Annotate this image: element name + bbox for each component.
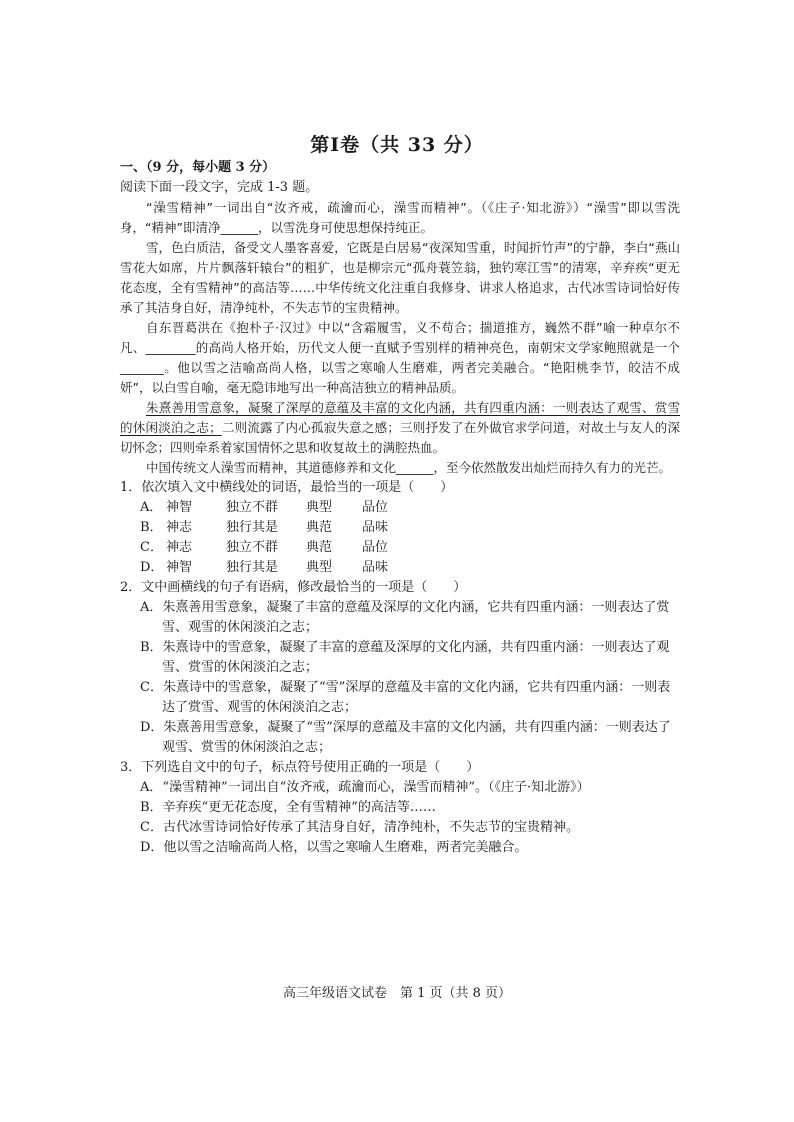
question-1-option-b: B． 神志 独行其是 典范 品味 xyxy=(140,520,389,535)
section-instruction: 阅读下面一段文字，完成 1-3 题。 xyxy=(120,180,319,195)
question-2-option-b: B．朱熹诗中的雪意象，凝聚了丰富的意蕴及深厚的文化内涵，共有四重内涵：一则表达了观雪、赏雪的休闲淡泊之志； xyxy=(140,640,670,675)
section-heading: 一、（9 分，每小题 3 分） xyxy=(120,160,276,175)
passage-paragraph-4-rest: 二则流露了内心孤寂失意之感；三则抒发了在外做官求学问道，对故土与友人的深切怀念；四则牵系着家国情怀之思和收复故土的满腔热血。 xyxy=(120,420,680,455)
question-1-stem: 1．依次填入文中横线处的词语，最恰当的一项是（ ） xyxy=(120,480,454,495)
question-3-stem: 3．下列选自文中的句子，标点符号使用正确的一项是（ ） xyxy=(120,760,480,775)
question-2-option-a: A．朱熹善用雪意象，凝聚了丰富的意蕴及深厚的文化内涵，它共有四重内涵：一则表达了赏雪、观雪的休闲淡泊之志； xyxy=(140,600,670,635)
exam-content xyxy=(120,158,680,858)
question-1-option-c: C． 神志 独立不群 典范 品位 xyxy=(140,540,389,555)
question-2 xyxy=(120,578,680,758)
question-1-option-d: D． 神智 独行其是 典型 品味 xyxy=(140,560,389,575)
reading-passage xyxy=(120,198,680,478)
question-3-option-a: A．“澡雪精神”一词出自“汝齐戒，疏瀹而心，澡雪而精神”。（《庄子·知北游》） xyxy=(140,780,590,795)
question-3-option-d: D．他以雪之洁喻高尚人格，以雪之寒喻人生磨难，两者完美融合。 xyxy=(140,840,528,855)
question-2-stem: 2．文中画横线的句子有语病，修改最恰当的一项是（ ） xyxy=(120,580,467,595)
question-3-option-b: B．辛弃疾“更无花态度，全有雪精神”的高洁等…… xyxy=(140,800,436,815)
passage-paragraph-5: 中国传统文人澡雪而精神，其道德修养和文化______，至今依然散发出灿烂而持久有力的光芒。 xyxy=(146,460,672,475)
question-1 xyxy=(120,478,680,578)
passage-paragraph-4 xyxy=(120,398,680,458)
passage-paragraph-2: 雪，色白质洁，备受文人墨客喜爱，它既是白居易“夜深知雪重，时闻折竹声”的宁静，李白“燕山雪花大如席，片片飘落轩辕台”的粗犷，也是柳宗元“孤舟蓑笠翁，独钓寒江雪”的清寒，辛弃疾“更无花态度，全有雪精神”的高洁等……中华传统文化注重自我修身、讲求人格追求，古代冰雪诗词恰好传承了其洁身自好，清净纯朴，不失志节的宝贵精神。 xyxy=(120,240,680,315)
page-footer: 高三年级语文试卷 第 1 页（共 8 页） xyxy=(282,986,512,1001)
page-title: 第Ⅰ卷（共 33 分） xyxy=(310,134,484,156)
question-3 xyxy=(120,758,680,858)
passage-paragraph-3: 自东晋葛洪在《抱朴子·汉过》中以“含霜履雪，义不苟合；揣道推方，巍然不群”喻一种卓尔不凡、________的高尚人格开始，历代文人便一直赋予雪别样的精神亮色，南朝宋文学家鲍照就是一个_______。他以雪之洁喻高尚人格，以雪之寒喻人生磨难，两者完美融合。“艳阳桃李节，皎洁不成妍”，以白雪自喻，毫无隐讳地写出一种高洁独立的精神品质。 xyxy=(120,320,680,395)
question-3-option-c: C．古代冰雪诗词恰好传承了其洁身自好，清净纯朴，不失志节的宝贵精神。 xyxy=(140,820,579,835)
underlined-sentence: 朱熹善用雪意象，凝聚了深厚的意蕴及丰富的文化内涵，共有四重内涵：一则表达了观雪、赏雪的休闲淡泊之志； xyxy=(120,400,680,435)
question-2-option-c: C．朱熹诗中的雪意象，凝聚了“雪”深厚的意蕴及丰富的文化内涵，它共有四重内涵：一则表达了赏雪、观雪的休闲淡泊之志； xyxy=(140,680,671,715)
question-1-option-a: A． 神智 独立不群 典型 品位 xyxy=(140,500,389,515)
question-2-option-d: D．朱熹善用雪意象，凝聚了“雪”深厚的意蕴及丰富的文化内涵，共有四重内涵：一则表达了观雪、赏雪的休闲淡泊之志； xyxy=(140,720,671,755)
passage-paragraph-1: “澡雪精神”一词出自“汝齐戒，疏瀹而心，澡雪而精神”。（《庄子·知北游》）“澡雪”即以雪洗身，“精神”即清净______，以雪洗身可使思想保持纯正。 xyxy=(120,200,680,235)
